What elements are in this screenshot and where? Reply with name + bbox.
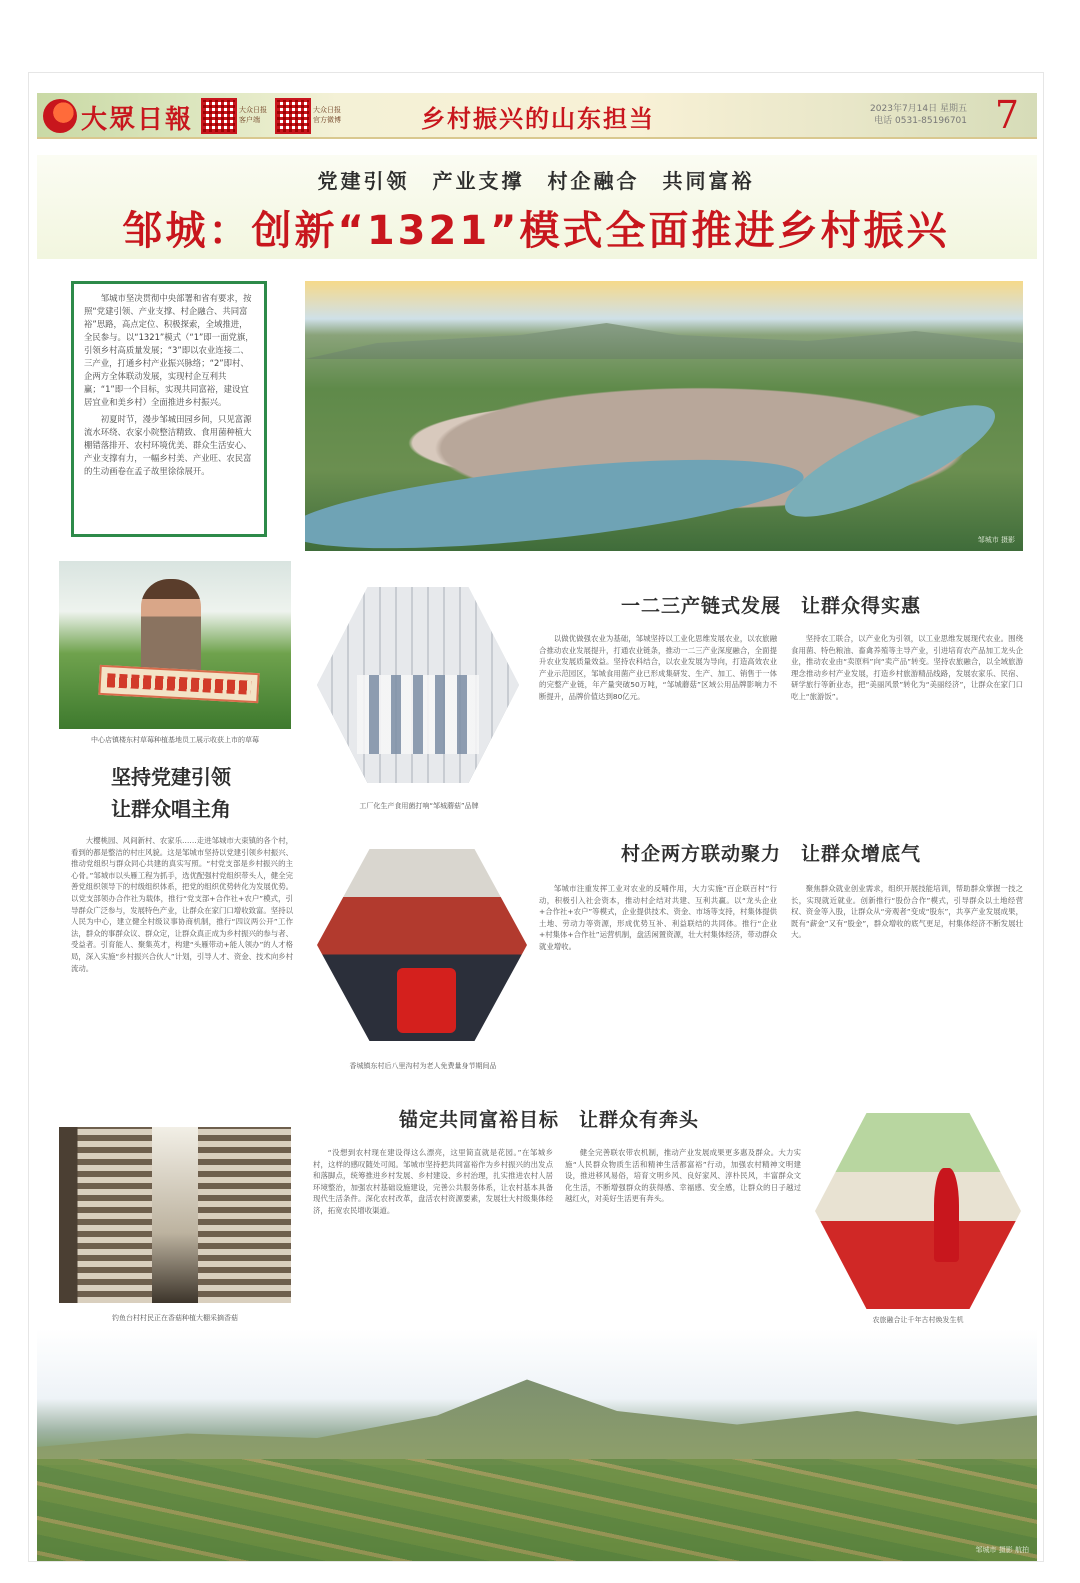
article-paragraph: 大樱桃园、风间新村、农家乐……走进邹城市大束镇的各个村，看到的都是整洁的村庄风貌。这是邹城市坚持以党建引领乡村振兴、推动党组织与群众同心共建的真实写照。“村党支部是乡村振兴的主心骨。”邹城市以头雁工程为抓手，选优配强村党组织带头人，健全完善党组织领导下的村级组织体系，把党的组织优势转化为发展优势。以党支部领办合作社为载体，推行“党支部+合作社+农户”模式，引导群众广泛参与，发展特色产业，让群众在家门口增收致富。坚持以人民为中心，建立健全村级议事协商机制，推行“四议两公开”工作法，群众的事群众议、群众定，让群众真正成为乡村振兴的参与者、受益者。引育能人、聚集英才，构建“头雁带动+能人领办”的人才格局，深入实施“乡村振兴合伙人”计划，引导人才、资金、技术向乡村流动。 <box>71 836 293 973</box>
cultural-event-photo <box>815 1113 1021 1309</box>
section-heading-party <box>111 761 231 825</box>
intro-box <box>71 281 267 537</box>
intro-paragraph: 初夏时节，漫步邹城田园乡间，只见富源流水环绕、农家小院整洁精致、食用菌种植大棚错落排开、农村环境优美、群众生活安心、产业支撑有力，一幅乡村美、产业旺、农民富的生动画卷在孟子故里徐徐展开。 <box>84 414 252 476</box>
photo-caption: 钓鱼台村村民正在香菇种植大棚采摘香菇 <box>112 1314 238 1322</box>
article-paragraph: 聚焦群众就业创业需求，组织开展技能培训，帮助群众掌握一技之长，实现就近就业。创新推行“股份合作”模式，引导群众以土地经营权、资金等入股，让群众从“旁观者”变成“股东”，共享产业发展成果，既有“薪金”又有“股金”，群众增收的底气更足，村集体经济不断发展壮大。 <box>791 884 1023 940</box>
photo-caption: 工厂化生产食用菌打响“邹城蘑菇”品牌 <box>359 802 479 810</box>
newspaper-page <box>28 72 1044 1562</box>
heading-line: 让群众唱主角 <box>111 797 231 821</box>
article-paragraph: 以做优做强农业为基础，邹城坚持以工业化思维发展农业，以农旅融合推动农业发展提升，打通农业链条，推动一二三产业深度融合，全面提升农业发展质量效益。坚持农科结合，以农业发展为导向，打造高效农业产业示范园区，邹城食用菌产业已形成集研发、生产、加工、销售于一体的完整产业链，年产量突破50万吨，“邹城蘑菇”区域公用品牌影响力不断提升，品牌价值达到80亿元。 <box>539 634 777 701</box>
newspaper-logo-icon <box>43 99 77 133</box>
mushroom-greenhouse-photo <box>59 1127 291 1303</box>
qr-caption-right: 大众日报官方微博 <box>313 106 341 124</box>
hotline: 电话 0531-85196701 <box>874 116 967 126</box>
photo-caption: 香城镇东村后八里沟村为老人免费量身节期间品 <box>349 1062 497 1070</box>
date-line <box>870 103 967 127</box>
terraced-fields-shape <box>37 1459 1037 1561</box>
article-village-enterprise-left <box>539 883 777 1051</box>
article-prosperity-left <box>313 1147 553 1313</box>
mountain-aerial-photo <box>37 1329 1037 1561</box>
qr-caption-left: 大众日报客户端 <box>239 106 267 124</box>
section-heading-village-enterprise: 村企两方联动聚力 让群众增底气 <box>621 843 922 865</box>
article-paragraph: 健全完善联农带农机制，推动产业发展成果更多惠及群众。大力实施“人民群众物质生活和精神生活都富裕”行动，加强农村精神文明建设，推进移风易俗，培育文明乡风、良好家风、淳朴民风，丰富群众文化生活，不断增强群众的获得感、幸福感、安全感，让群众的日子越过越红火，对美好生活更有奔头。 <box>565 1148 801 1204</box>
article-paragraph: 坚持农工联合，以产业化为引领，以工业思维发展现代农业。围绕食用菌、特色粮油、畜禽养殖等主导产业，引进培育农产品加工龙头企业，推动农业由“卖原料”向“卖产品”转变。坚持农旅融合，以全域旅游理念推动乡村产业发展，打造乡村旅游精品线路，发展农家乐、民宿、研学旅行等新业态，把“美丽风景”转化为“美丽经济”，让群众在家门口吃上“旅游饭”。 <box>791 634 1023 701</box>
photo-credit: 邹城市 摄影 航拍 <box>975 1546 1029 1554</box>
page-number: 7 <box>994 93 1019 137</box>
section-heading-industry: 一二三产链式发展 让群众得实惠 <box>621 595 922 617</box>
article-prosperity-right <box>565 1147 801 1313</box>
mountain-shape <box>37 1375 1037 1465</box>
villagers-meeting-photo <box>317 849 527 1041</box>
photo-credit: 邹城市 摄影 <box>977 536 1015 544</box>
qr-code-icon[interactable] <box>201 98 237 134</box>
headline-kicker: 党建引领 产业支撑 村企融合 共同富裕 <box>317 169 755 193</box>
photo-caption: 中心店镇楼东村草莓种植基地员工展示收获上市的草莓 <box>91 736 259 744</box>
photo-caption: 农旅融合让千年古村焕发生机 <box>872 1316 964 1324</box>
newspaper-logo-text: 大眾日報 <box>81 105 194 135</box>
river-shape <box>773 385 1007 537</box>
mushroom-factory-photo <box>317 587 519 783</box>
qr-code-icon[interactable] <box>275 98 311 134</box>
section-heading-common-prosperity: 锚定共同富裕目标 让群众有奔头 <box>399 1109 700 1131</box>
article-industry-right <box>791 633 1023 819</box>
masthead <box>37 93 1037 139</box>
article-party-body <box>71 835 293 1117</box>
article-industry-left <box>539 633 777 819</box>
village-aerial-photo <box>305 281 1023 551</box>
article-village-enterprise-right <box>791 883 1023 1051</box>
article-paragraph: 邹城市注重发挥工业对农业的反哺作用，大力实施“百企联百村”行动，积极引入社会资本，推动村企结对共建、互利共赢。以“龙头企业+合作社+农户”等模式，企业提供技术、资金、市场等支持，村集体提供土地、劳动力等资源，形成优势互补、利益联结的共同体。推行“企业+村集体+合作社”运营机制，盘活闲置资源，壮大村集体经济，带动群众就业增收。 <box>539 884 777 951</box>
strawberry-tray <box>98 665 259 703</box>
strawberry-farmer-photo <box>59 561 291 729</box>
issue-date: 2023年7月14日 星期五 <box>870 104 967 114</box>
headline-title: 邹城：创新“1321”模式全面推进乡村振兴 <box>122 208 950 254</box>
section-title: 乡村振兴的山东担当 <box>421 105 655 133</box>
article-paragraph: “没想到农村现在建设得这么漂亮，这里简直就是花园。”在邹城乡村，这样的感叹随处可闻。邹城市坚持把共同富裕作为乡村振兴的出发点和落脚点，统筹推进乡村发展、乡村建设、乡村治理，扎实推进农村人居环境整治，加强农村基础设施建设，完善公共服务体系，让农村基本具备现代生活条件。深化农村改革，盘活农村资源要素，发展壮大村级集体经济，拓宽农民增收渠道。 <box>313 1148 553 1215</box>
intro-paragraph: 邹城市坚决贯彻中央部署和省有要求，按照“党建引领、产业支撑、村企融合、共同富裕”思路，高点定位、积极探索，全域推进，全民参与。以“1321”模式（“1”即一面党旗，引领乡村高质量发展；“3”即以农业连接二、三产业，打通乡村产业振兴脉络；“2”即村、企两方全体联动发展，实现村企互利共赢；“1”即一个目标，实现共同富裕，建设宜居宜业和美乡村）全面推进乡村振兴。 <box>84 293 254 407</box>
heading-line: 坚持党建引领 <box>111 765 231 789</box>
river-shape <box>305 442 807 551</box>
hills-shape <box>305 319 1023 359</box>
